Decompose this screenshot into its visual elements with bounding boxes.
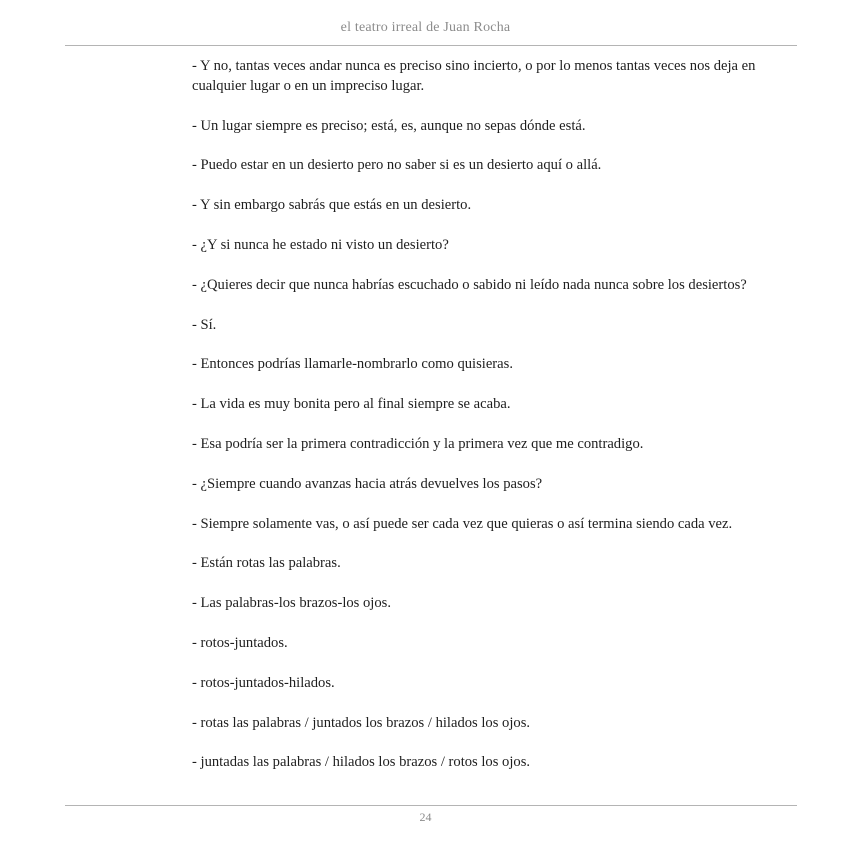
dialogue-line: - Y sin embargo sabrás que estás en un desierto. <box>192 197 472 214</box>
header-divider <box>65 45 797 46</box>
dialogue-line: - Están rotas las palabras. <box>192 555 341 572</box>
dialogue-line: - Siempre solamente vas, o así puede ser cada vez que quieras o así termina siendo cada vez. <box>192 515 733 532</box>
dialogue-line: - rotos-juntados. <box>192 634 288 651</box>
dialogue-line: - rotos-juntados-hilados. <box>192 674 335 691</box>
dialogue-line: - ¿Quieres decir que nunca habrías escuchado o sabido ni leído nada nunca sobre los desiertos? <box>192 276 747 293</box>
dialogue-body <box>192 57 800 793</box>
dialogue-line: - Un lugar siempre es preciso; está, es, aunque no sepas dónde está. <box>192 117 586 134</box>
dialogue-line: - Sí. <box>192 316 217 333</box>
dialogue-line: - Entonces podrías llamarle-nombrarlo como quisieras. <box>192 356 513 373</box>
dialogue-line: - La vida es muy bonita pero al final siempre se acaba. <box>192 396 511 413</box>
footer-divider <box>65 805 797 806</box>
dialogue-line: - rotas las palabras / juntados los brazos / hilados los ojos. <box>192 714 531 731</box>
dialogue-line: - ¿Siempre cuando avanzas hacia atrás devuelves los pasos? <box>192 475 543 492</box>
running-header: el teatro irreal de Juan Rocha <box>340 20 511 35</box>
page-number: 24 <box>419 810 432 824</box>
dialogue-line: - Puedo estar en un desierto pero no saber si es un desierto aquí o allá. <box>192 157 602 174</box>
dialogue-line: - Las palabras-los brazos-los ojos. <box>192 595 391 612</box>
dialogue-line: - Esa podría ser la primera contradicción y la primera vez que me contradigo. <box>192 435 644 452</box>
dialogue-line: - ¿Y si nunca he estado ni visto un desierto? <box>192 236 449 253</box>
dialogue-line: - juntadas las palabras / hilados los brazos / rotos los ojos. <box>192 754 531 771</box>
dialogue-line: - Y no, tantas veces andar nunca es preciso sino incierto, o por lo menos tantas veces nos deja en cualquier lugar o en un impreciso lugar. <box>192 58 756 94</box>
